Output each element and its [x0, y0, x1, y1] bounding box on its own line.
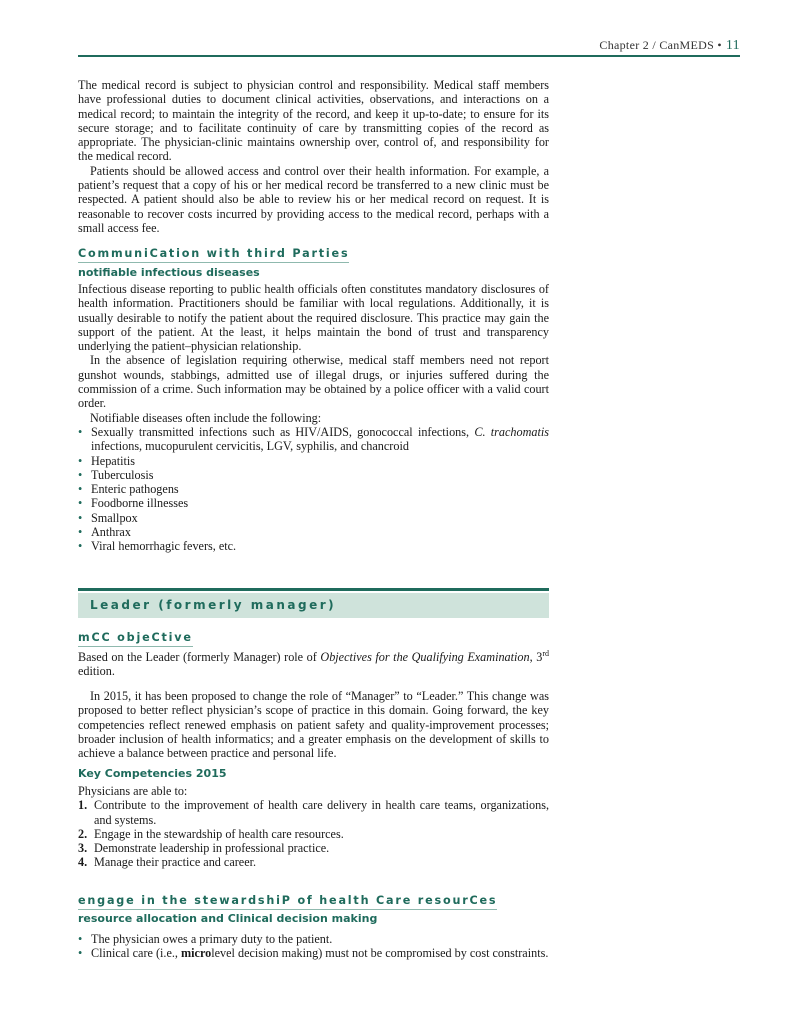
- list-item-text: infections, mucopurulent cervicitis, LGV, syphilis, and chancroid: [91, 439, 409, 454]
- section-heading-stewardship: [78, 894, 497, 907]
- list-number: 3.: [78, 841, 88, 856]
- list-number: 4.: [78, 855, 88, 870]
- stewardship-body: [78, 932, 549, 961]
- intro-paragraph-2: Patients should be allowed access and control over their health information. For example, a patient’s request that a copy of his or her medical record be transferred to a new clinic must be respected. A patient should also be able to review his or her medical record on request. It is reasonable to recover costs incurred by providing access to the medical record, perhaps with a small access fee.: [78, 163, 549, 235]
- list-item: • The physician owes a primary duty to the patient.: [78, 932, 549, 946]
- list-item: • Tuberculosis: [78, 468, 549, 482]
- third-parties-paragraph-2: In the absence of legislation requiring otherwise, medical staff members need not report gunshot wounds, stabbings, admitted use of illegal drugs, or injuries suffered during the commission of a crime. Such information may be obtained by a police officer with a valid court order.: [78, 353, 549, 411]
- leader-title-box: [78, 593, 549, 618]
- notifiable-diseases-list: [78, 425, 549, 554]
- list-item: [78, 798, 549, 827]
- third-parties-paragraph-3: Notifiable diseases often include the following:: [90, 410, 322, 425]
- list-item-text: Demonstrate leadership in professional practice.: [94, 841, 330, 856]
- list-item: • Foodborne illnesses: [78, 496, 549, 510]
- section-heading-mcc-objective: [78, 631, 193, 644]
- section-heading-text: mCC objeCtive: [78, 631, 193, 647]
- list-item: [78, 946, 549, 960]
- subheading-notifiable-diseases: notifiable infectious diseases: [78, 266, 260, 279]
- stewardship-list: [78, 932, 549, 961]
- subheading-resource-allocation: resource allocation and Clinical decision making: [78, 912, 378, 925]
- list-number: 2.: [78, 826, 88, 841]
- list-item-text: Clinical care (i.e.,: [91, 946, 182, 961]
- section-heading-text: engage in the stewardshiP of health Care resourCes: [78, 894, 497, 910]
- list-item-text: Sexually transmitted infections such as HIV/AIDS, gonococcal infections,: [91, 424, 475, 439]
- list-item-text: level decision making) must not be compromised by cost constraints.: [211, 946, 549, 961]
- mcc-objective-paragraph: [78, 650, 549, 679]
- list-item-bold: micro: [181, 946, 212, 961]
- third-parties-paragraph-1: Infectious disease reporting to public health officials often constitutes mandatory disclosures of health information. Practitioners should be familiar with local regulations. Additionally, it is usually desirable to notify the patient about the required disclosure. This practice may gain the support of the patient. At the least, it helps maintain the bond of trust and transparency underlying the patient–physician relationship.: [78, 282, 549, 354]
- list-number: 1.: [78, 798, 88, 813]
- leader-box-rule: [78, 588, 549, 591]
- list-item: • Smallpox: [78, 511, 549, 525]
- section-heading-third-parties: [78, 247, 349, 260]
- key-competencies-body: [78, 784, 549, 870]
- key-competencies-list: [78, 798, 549, 869]
- list-item: • Hepatitis: [78, 454, 549, 468]
- third-parties-body: [78, 282, 549, 554]
- list-item: [78, 841, 549, 855]
- list-item: [78, 425, 549, 454]
- list-item-italic: C. trachomatis: [474, 424, 550, 439]
- list-item: [78, 855, 549, 869]
- list-item: [78, 827, 549, 841]
- superscript: rd: [542, 648, 550, 658]
- running-head-text: Chapter 2 / CanMEDS •: [599, 38, 722, 52]
- list-item-text: Contribute to the improvement of health care delivery in health care teams, organizations, and systems.: [94, 798, 549, 827]
- list-item: • Anthrax: [78, 525, 549, 539]
- intro-paragraph-1: The medical record is subject to physician control and responsibility. Medical staff members have professional duties to document clinical activities, observations, and interactions on a medical record; to maintain the integrity of the record, and keep it up-to-date; to ensure for its secure storage; and to facilitate continuity of care by transmitting copies of the record as appropriate. The physician-clinic maintains ownership over, control of, and responsibility for the medical record.: [78, 78, 549, 164]
- list-item-text: Manage their practice and career.: [94, 855, 257, 870]
- subheading-key-competencies: Key Competencies 2015: [78, 767, 227, 780]
- text-run: , 3: [529, 650, 543, 664]
- text-run: edition.: [78, 664, 115, 679]
- key-competencies-intro: Physicians are able to:: [78, 784, 188, 798]
- leader-box-title: Leader (formerly manager): [90, 598, 337, 612]
- page-number: 11: [725, 38, 740, 53]
- leader-intro-body: [78, 689, 549, 760]
- leader-paragraph: In 2015, it has been proposed to change the role of “Manager” to “Leader.” This change was proposed to better reflect physician’s scope of practice in this domain. Going forward, the key competencies reflect renewed emphasis on patient safety and quality-improvement processes; broader inclusion of health informatics; and a greater emphasis on the development of skills to achieve a balance between practice and personal life.: [78, 689, 549, 761]
- book-title: Objectives for the Qualifying Examination: [320, 650, 530, 664]
- mcc-objective-body: [78, 650, 549, 679]
- intro-section: [78, 78, 549, 235]
- section-heading-text: CommuniCation with third Parties: [78, 247, 349, 263]
- list-item: • Enteric pathogens: [78, 482, 549, 496]
- running-head: [599, 38, 740, 54]
- list-item: • Viral hemorrhagic fevers, etc.: [78, 539, 549, 553]
- text-run: Based on the Leader (formerly Manager) role of: [78, 650, 321, 664]
- list-item-text: Engage in the stewardship of health care resources.: [94, 826, 344, 841]
- header-rule: [78, 55, 740, 57]
- page-header: [78, 38, 740, 56]
